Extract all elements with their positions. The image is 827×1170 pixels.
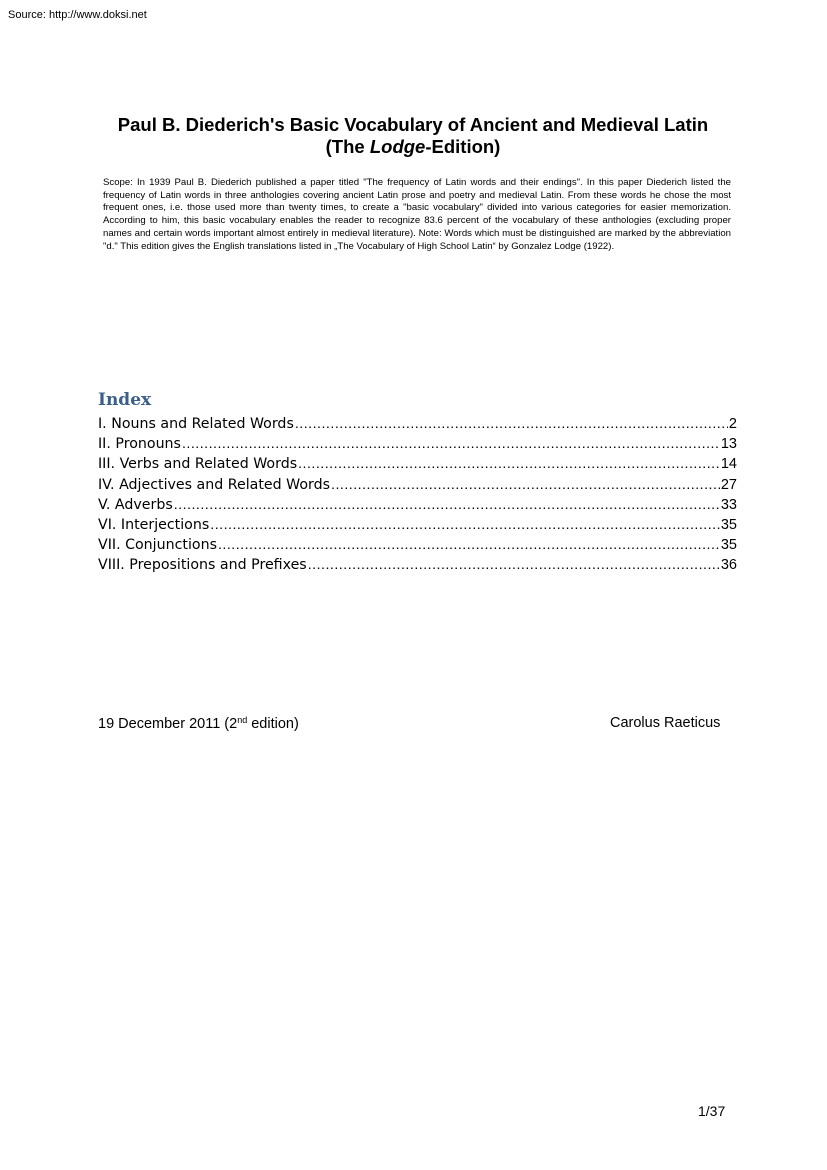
toc-leader-dots bbox=[295, 416, 728, 432]
toc-entry-label: V. Adverbs bbox=[98, 496, 173, 513]
toc-entry-conjunctions[interactable] bbox=[98, 537, 737, 557]
toc-entry-label: VI. Interjections bbox=[98, 516, 210, 533]
toc-entry-page: 35 bbox=[720, 537, 737, 554]
toc-entry-interjections[interactable] bbox=[98, 517, 737, 537]
title-line-2-prefix: (The bbox=[325, 136, 370, 157]
toc-entry-page: 36 bbox=[720, 557, 737, 574]
title-line-1: Paul B. Diederich's Basic Vocabulary of Ancient and Medieval Latin bbox=[117, 114, 709, 135]
toc-entry-page: 13 bbox=[720, 436, 737, 453]
toc-leader-dots bbox=[298, 456, 720, 472]
toc-entry-page: 35 bbox=[720, 516, 737, 533]
toc-entry-label: IV. Adjectives and Related Words bbox=[98, 476, 330, 493]
index-heading: Index bbox=[98, 390, 152, 410]
toc-entry-pronouns[interactable] bbox=[98, 436, 737, 456]
date-suffix: edition) bbox=[247, 716, 299, 732]
source-url: Source: http://www.doksi.net bbox=[8, 9, 147, 21]
edition-date bbox=[98, 715, 299, 732]
toc-entry-label: III. Verbs and Related Words bbox=[98, 456, 298, 473]
toc-entry-adjectives[interactable] bbox=[98, 477, 737, 497]
author-name: Carolus Raeticus bbox=[610, 715, 721, 731]
title-line-2-suffix: -Edition) bbox=[425, 136, 501, 157]
date-prefix: 19 December 2011 (2 bbox=[98, 716, 238, 732]
toc-entry-nouns[interactable] bbox=[98, 416, 737, 436]
toc-entry-page: 14 bbox=[720, 456, 737, 473]
toc-leader-dots bbox=[308, 557, 720, 573]
table-of-contents bbox=[98, 416, 737, 578]
date-ordinal-suffix: nd bbox=[237, 715, 248, 725]
toc-entry-prepositions[interactable] bbox=[98, 557, 737, 577]
toc-entry-adverbs[interactable] bbox=[98, 497, 737, 517]
toc-leader-dots bbox=[174, 497, 720, 513]
toc-leader-dots bbox=[210, 517, 720, 533]
page-title bbox=[96, 114, 730, 158]
toc-entry-page: 33 bbox=[720, 496, 737, 513]
toc-entry-label: VIII. Prepositions and Prefixes bbox=[98, 557, 307, 574]
toc-leader-dots bbox=[218, 537, 720, 553]
title-line-2-italic: Lodge bbox=[369, 136, 426, 157]
toc-leader-dots bbox=[331, 477, 720, 493]
page-number: 1/37 bbox=[698, 1103, 726, 1119]
title-line-2 bbox=[96, 136, 730, 158]
toc-leader-dots bbox=[182, 436, 720, 452]
toc-entry-page: 2 bbox=[728, 416, 737, 432]
scope-paragraph: Scope: In 1939 Paul B. Diederich published a paper titled "The frequency of Latin words and their endings". In this paper Diederich listed the frequency of Latin words in three anthologies covering ancient Latin prose and poetry and medieval Latin. From these words he chose the most frequent ones, i.e. those used more than twenty times, to create a "basic vocabulary" divided into various categories for easier memorization. According to him, this basic vocabulary enables the reader to recognize 83.6 percent of the vocabulary of these anthologies (excluding proper names and certain words important almost entirely in medieval literature). Note: Words which must be distinguished are marked by the abbreviation "d." This edition gives the English translations listed in „The Vocabulary of High School Latin“ by Gonzalez Lodge (1922). bbox=[103, 177, 731, 252]
toc-entry-label: I. Nouns and Related Words bbox=[98, 416, 294, 432]
toc-entry-page: 27 bbox=[720, 476, 737, 493]
toc-entry-label: II. Pronouns bbox=[98, 436, 181, 453]
toc-entry-verbs[interactable] bbox=[98, 456, 737, 476]
toc-entry-label: VII. Conjunctions bbox=[98, 537, 217, 554]
